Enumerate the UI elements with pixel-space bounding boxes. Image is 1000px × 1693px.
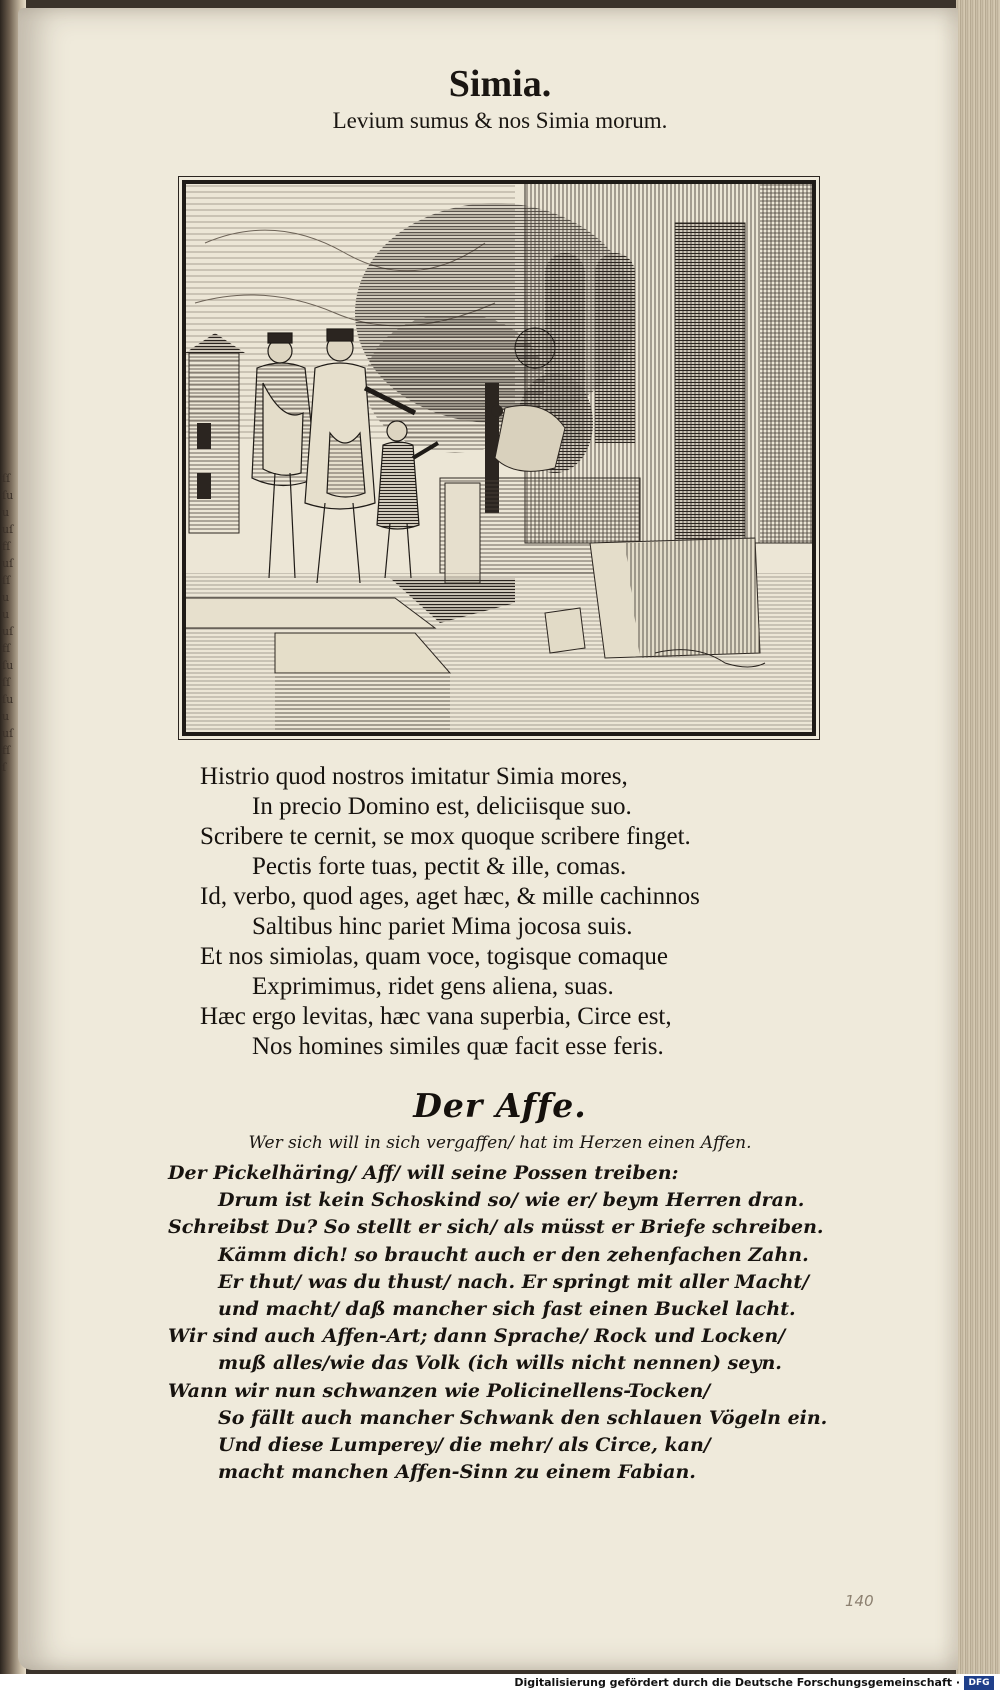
latin-line: Hæc ergo levitas, hæc vana superbia, Circe est, [200, 1003, 672, 1030]
german-motto: Wer sich will in sich vergaffen/ hat im Herzen einen Affen. [248, 1133, 752, 1153]
dfg-logo-icon: DFG [964, 1676, 994, 1690]
latin-line: In precio Domino est, deliciisque suo. [252, 793, 632, 820]
german-line: Wann wir nun schwanzen wie Policinellens-Tocken/ [168, 1379, 711, 1402]
german-line: Wir sind auch Affen-Art; dann Sprache/ Rock und Locken/ [168, 1325, 786, 1348]
latin-line: Scribere te cernit, se mox quoque scribere finget. [200, 823, 691, 850]
latin-line: Pectis forte tuas, pectit & ille, comas. [252, 853, 627, 880]
german-title: Der Affe. [413, 1086, 587, 1125]
latin-line: Exprimimus, ridet gens aliena, suas. [252, 973, 614, 1000]
funding-credit: Digitalisierung gefördert durch die Deutsche Forschungsgemeinschaft · [514, 1676, 960, 1689]
page-edges-stack [956, 0, 1000, 1693]
folio-number: 140 [845, 1592, 874, 1610]
latin-line: Histrio quod nostros imitatur Simia mores, [200, 763, 628, 790]
german-line: Und diese Lumperey/ die mehr/ als Circe, kan/ [218, 1434, 711, 1457]
page-motto: Levium sumus & nos Simia morum. [332, 108, 668, 133]
german-line: Der Pickelhäring/ Aff/ will seine Possen treiben: [168, 1162, 679, 1184]
german-line: muß alles/wie das Volk (ich wills nicht nennen) seyn. [218, 1352, 782, 1375]
german-line: So fällt auch mancher Schwank den schlauen Vögeln ein. [218, 1406, 828, 1429]
german-line: Kämm dich! so braucht auch er den zehenfachen Zahn. [218, 1243, 809, 1266]
german-line: Schreibst Du? So stellt er sich/ als müsst er Briefe schreiben. [168, 1216, 824, 1239]
latin-line: Nos homines similes quæ facit esse feris. [252, 1033, 664, 1060]
engraving-illustration [182, 180, 816, 736]
latin-line: Et nos simiolas, quam voce, togisque comaque [200, 943, 668, 970]
german-line: Drum ist kein Schoskind so/ wie er/ beym Herren dran. [218, 1189, 805, 1212]
facing-page-margin-text: ſſſuuuſfſuſſſuuuſfſſuſſſuuuſfſſ [2, 472, 14, 774]
latin-line: Id, verbo, quod ages, aget hæc, & mille cachinnos [200, 883, 700, 910]
german-poem [168, 1160, 828, 1486]
german-line: macht manchen Affen-Sinn zu einem Fabian. [218, 1461, 696, 1484]
latin-line: Saltibus hinc pariet Mima jocosa suis. [252, 913, 633, 940]
german-line: und macht/ daß mancher sich fast einen Buckel lacht. [218, 1298, 796, 1321]
latin-poem [200, 762, 820, 1062]
german-line: Er thut/ was du thust/ nach. Er springt mit aller Macht/ [218, 1270, 810, 1293]
page-title: Simia. [448, 63, 552, 105]
